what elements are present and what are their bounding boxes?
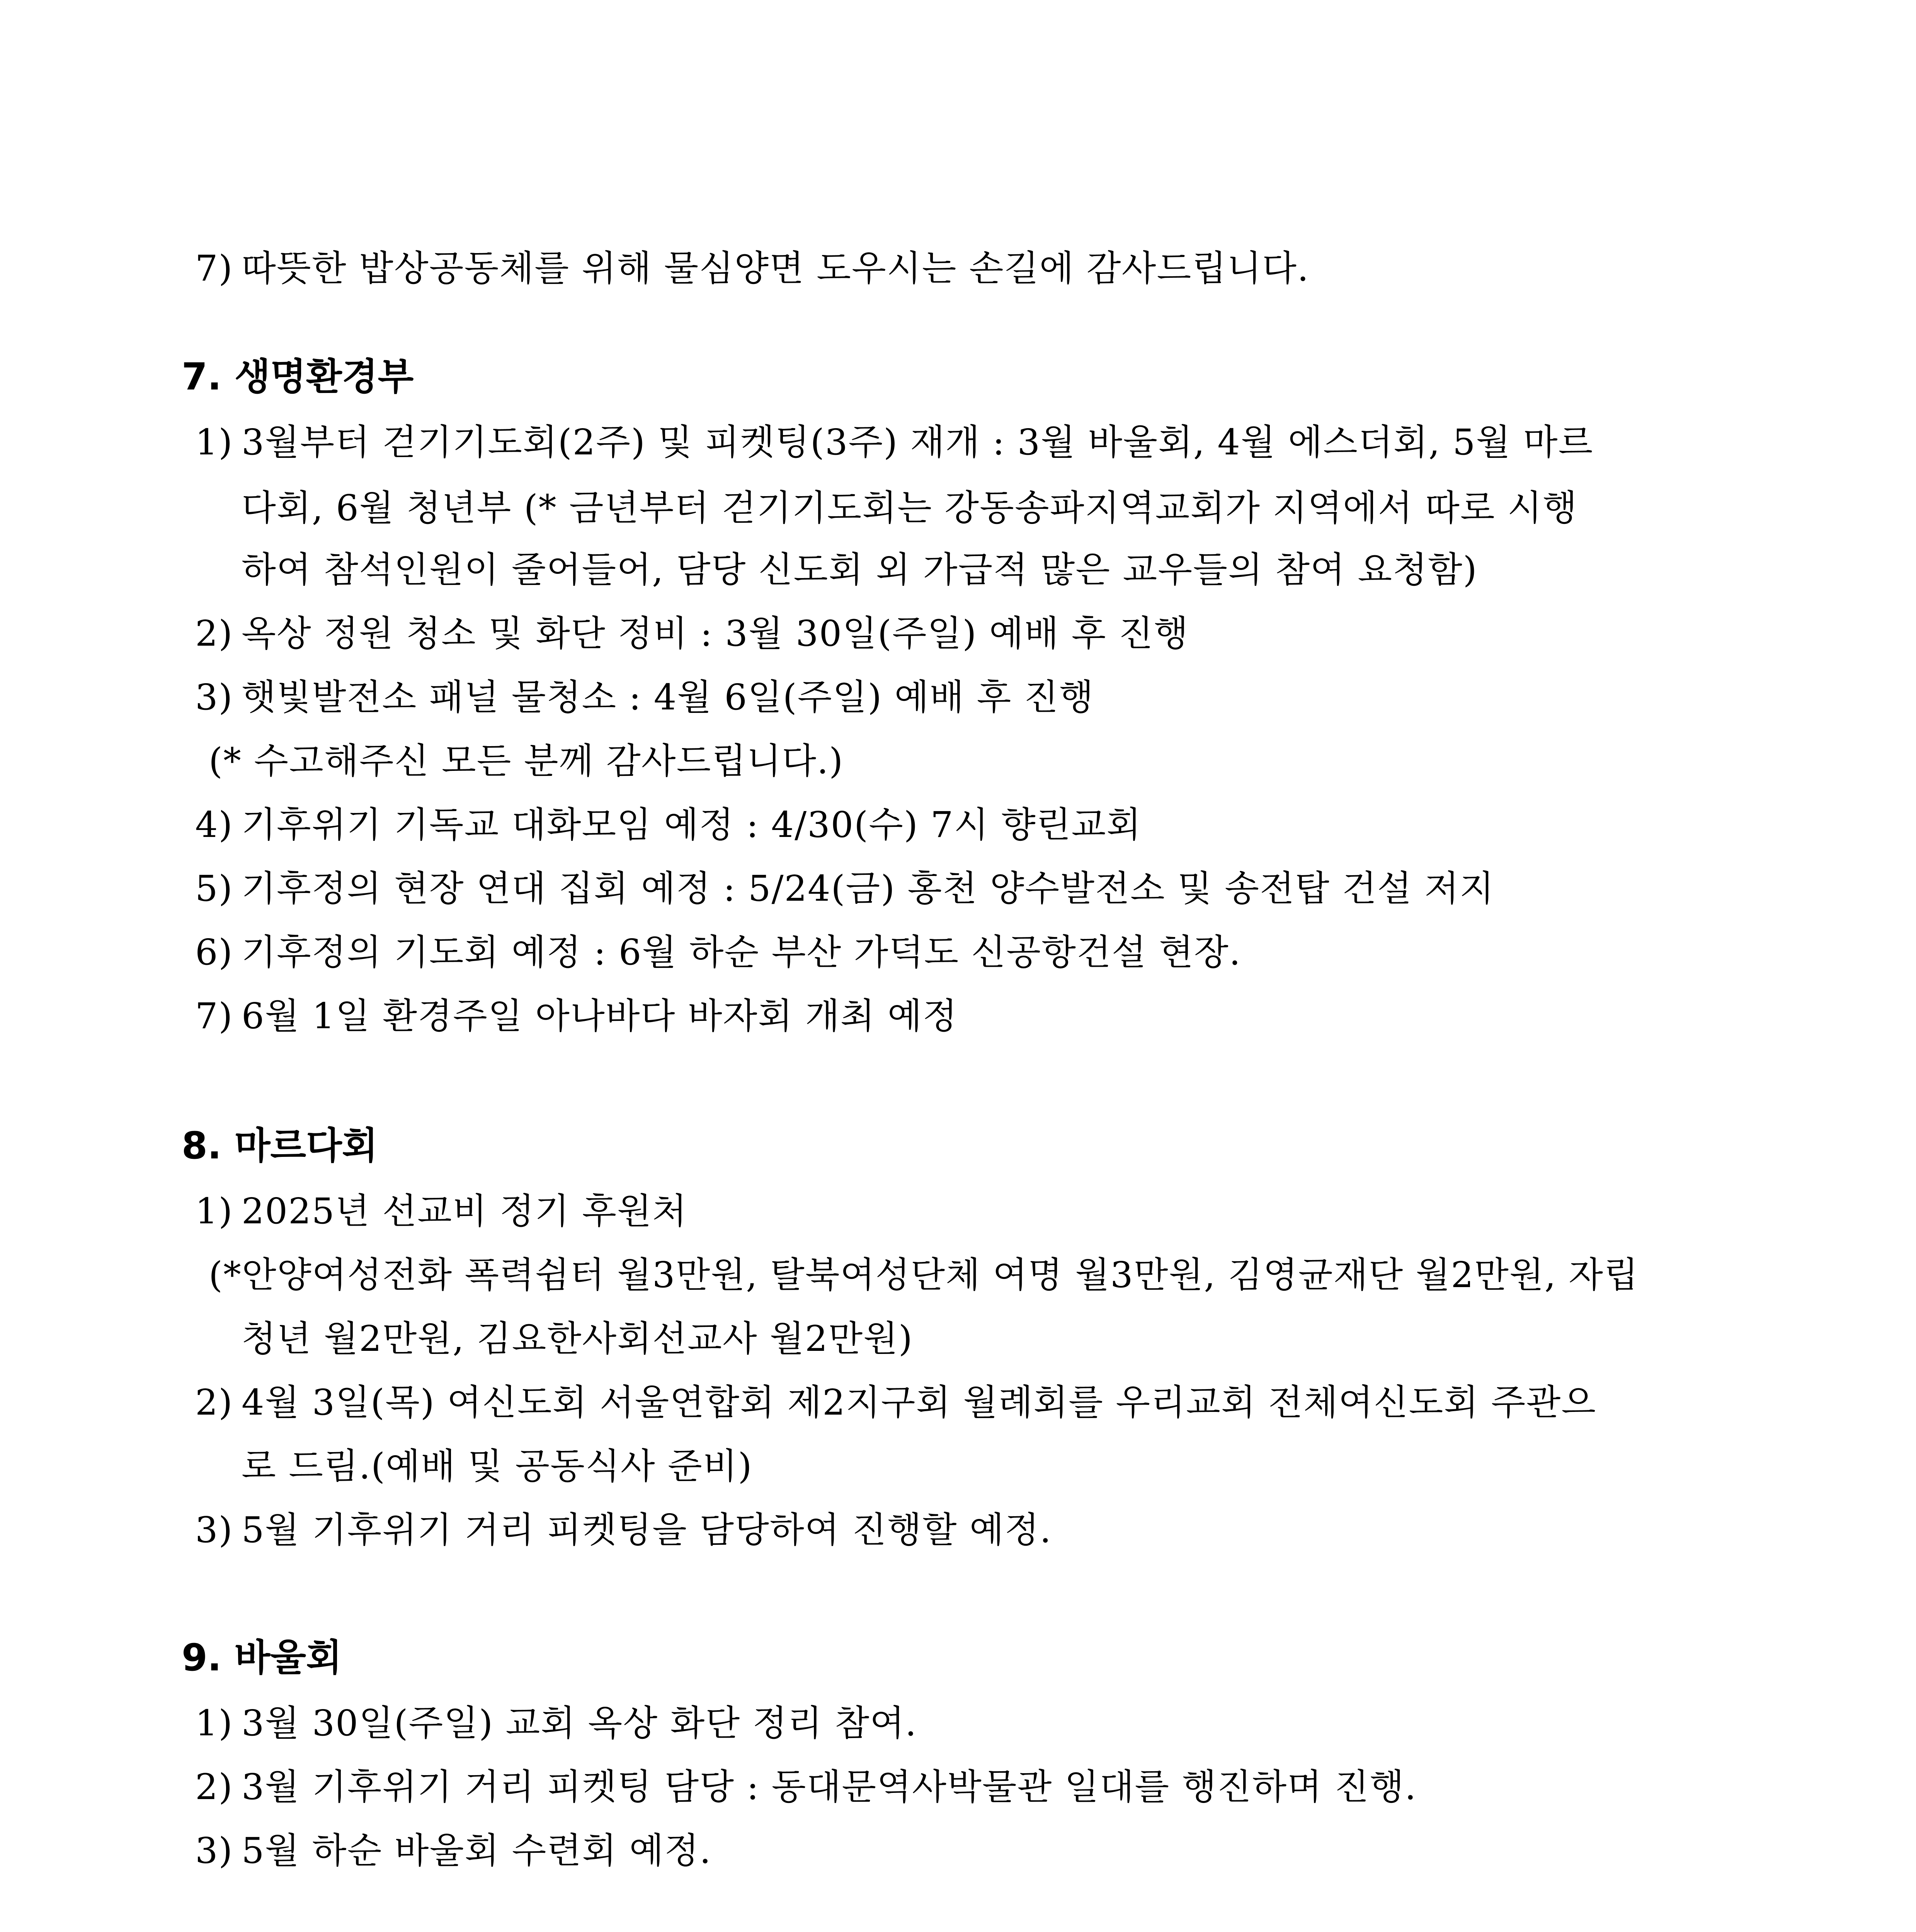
item-note: (*안양여성전화 폭력쉼터 월3만원, 탈북여성단체 여명 월3만원, 김영균재단 월2만원, 자립 <box>209 1254 1639 1296</box>
section-heading: 7. 생명환경부 <box>182 355 414 398</box>
item-text: 따뜻한 밥상공동체를 위해 물심양면 도우시는 손길에 감사드립니다. <box>242 248 1310 289</box>
item-number: 7) <box>195 248 233 289</box>
list-item <box>195 609 1189 659</box>
list-item <box>195 243 1309 294</box>
item-number: 2) <box>195 1766 233 1808</box>
item-text: 2025년 선교비 정기 후원처 <box>242 1190 687 1232</box>
item-text: 옥상 정원 청소 및 화단 정비 : 3월 30일(주일) 예배 후 진행 <box>242 613 1189 654</box>
item-number: 3) <box>195 1509 233 1551</box>
item-text: 햇빛발전소 패널 물청소 : 4월 6일(주일) 예배 후 진행 <box>242 677 1094 718</box>
item-number: 3) <box>195 677 233 718</box>
list-item <box>195 672 1094 723</box>
list-item <box>195 1762 1417 1812</box>
list-item <box>195 991 958 1041</box>
item-continuation: 다회, 6월 청년부 (* 금년부터 걷기기도회는 강동송파지역교회가 지역에서 따로 시행 <box>242 487 1578 529</box>
item-number: 4) <box>195 804 233 845</box>
item-number: 2) <box>195 613 233 654</box>
item-note: (* 수고해주신 모든 분께 감사드립니다.) <box>209 740 844 782</box>
list-item <box>195 417 1593 468</box>
item-number: 3) <box>195 1830 233 1871</box>
list-item <box>195 927 1241 978</box>
item-number: 7) <box>195 995 233 1037</box>
list-item <box>195 864 1495 914</box>
list-item <box>195 1505 1052 1555</box>
item-text: 기후정의 현장 연대 집회 예정 : 5/24(금) 홍천 양수발전소 및 송전탑 건설 저지 <box>242 868 1495 909</box>
item-number: 1) <box>195 1702 233 1744</box>
list-item <box>195 800 1142 850</box>
item-text: 3월부터 걷기기도회(2주) 및 피켓팅(3주) 재개 : 3월 바울회, 4월 에스더회, 5월 마르 <box>242 422 1594 463</box>
item-number: 5) <box>195 868 233 909</box>
list-item <box>195 1826 711 1876</box>
item-continuation: 하여 참석인원이 줄어들어, 담당 신도회 외 가급적 많은 교우들의 참여 요청함) <box>242 549 1478 590</box>
list-item <box>195 1378 1596 1428</box>
item-number: 2) <box>195 1382 233 1423</box>
item-text: 기후정의 기도회 예정 : 6월 하순 부산 가덕도 신공항건설 현장. <box>242 932 1241 973</box>
item-continuation: 로 드림.(예배 및 공동식사 준비) <box>242 1446 753 1487</box>
item-text: 5월 기후위기 거리 피켓팅을 담당하여 진행할 예정. <box>242 1509 1052 1551</box>
item-text: 3월 기후위기 거리 피켓팅 담당 : 동대문역사박물관 일대를 행진하며 진행. <box>242 1766 1417 1808</box>
item-number: 1) <box>195 422 233 463</box>
item-text: 6월 1일 환경주일 아나바다 바자회 개최 예정 <box>242 995 958 1037</box>
section-heading: 9. 바울회 <box>182 1636 342 1679</box>
item-number: 6) <box>195 932 233 973</box>
item-text: 기후위기 기독교 대화모임 예정 : 4/30(수) 7시 향린교회 <box>242 804 1142 845</box>
item-text: 4월 3일(목) 여신도회 서울연합회 제2지구회 월례회를 우리교회 전체여신도회 주관으 <box>242 1382 1597 1423</box>
item-text: 5월 하순 바울회 수련회 예정. <box>242 1830 712 1871</box>
item-note-continuation: 청년 월2만원, 김요한사회선교사 월2만원) <box>242 1318 913 1359</box>
section-heading: 8. 마르다회 <box>182 1124 378 1167</box>
item-number: 1) <box>195 1190 233 1232</box>
list-item <box>195 1698 917 1748</box>
list-item <box>195 1186 687 1236</box>
item-text: 3월 30일(주일) 교회 옥상 화단 정리 참여. <box>242 1702 917 1744</box>
